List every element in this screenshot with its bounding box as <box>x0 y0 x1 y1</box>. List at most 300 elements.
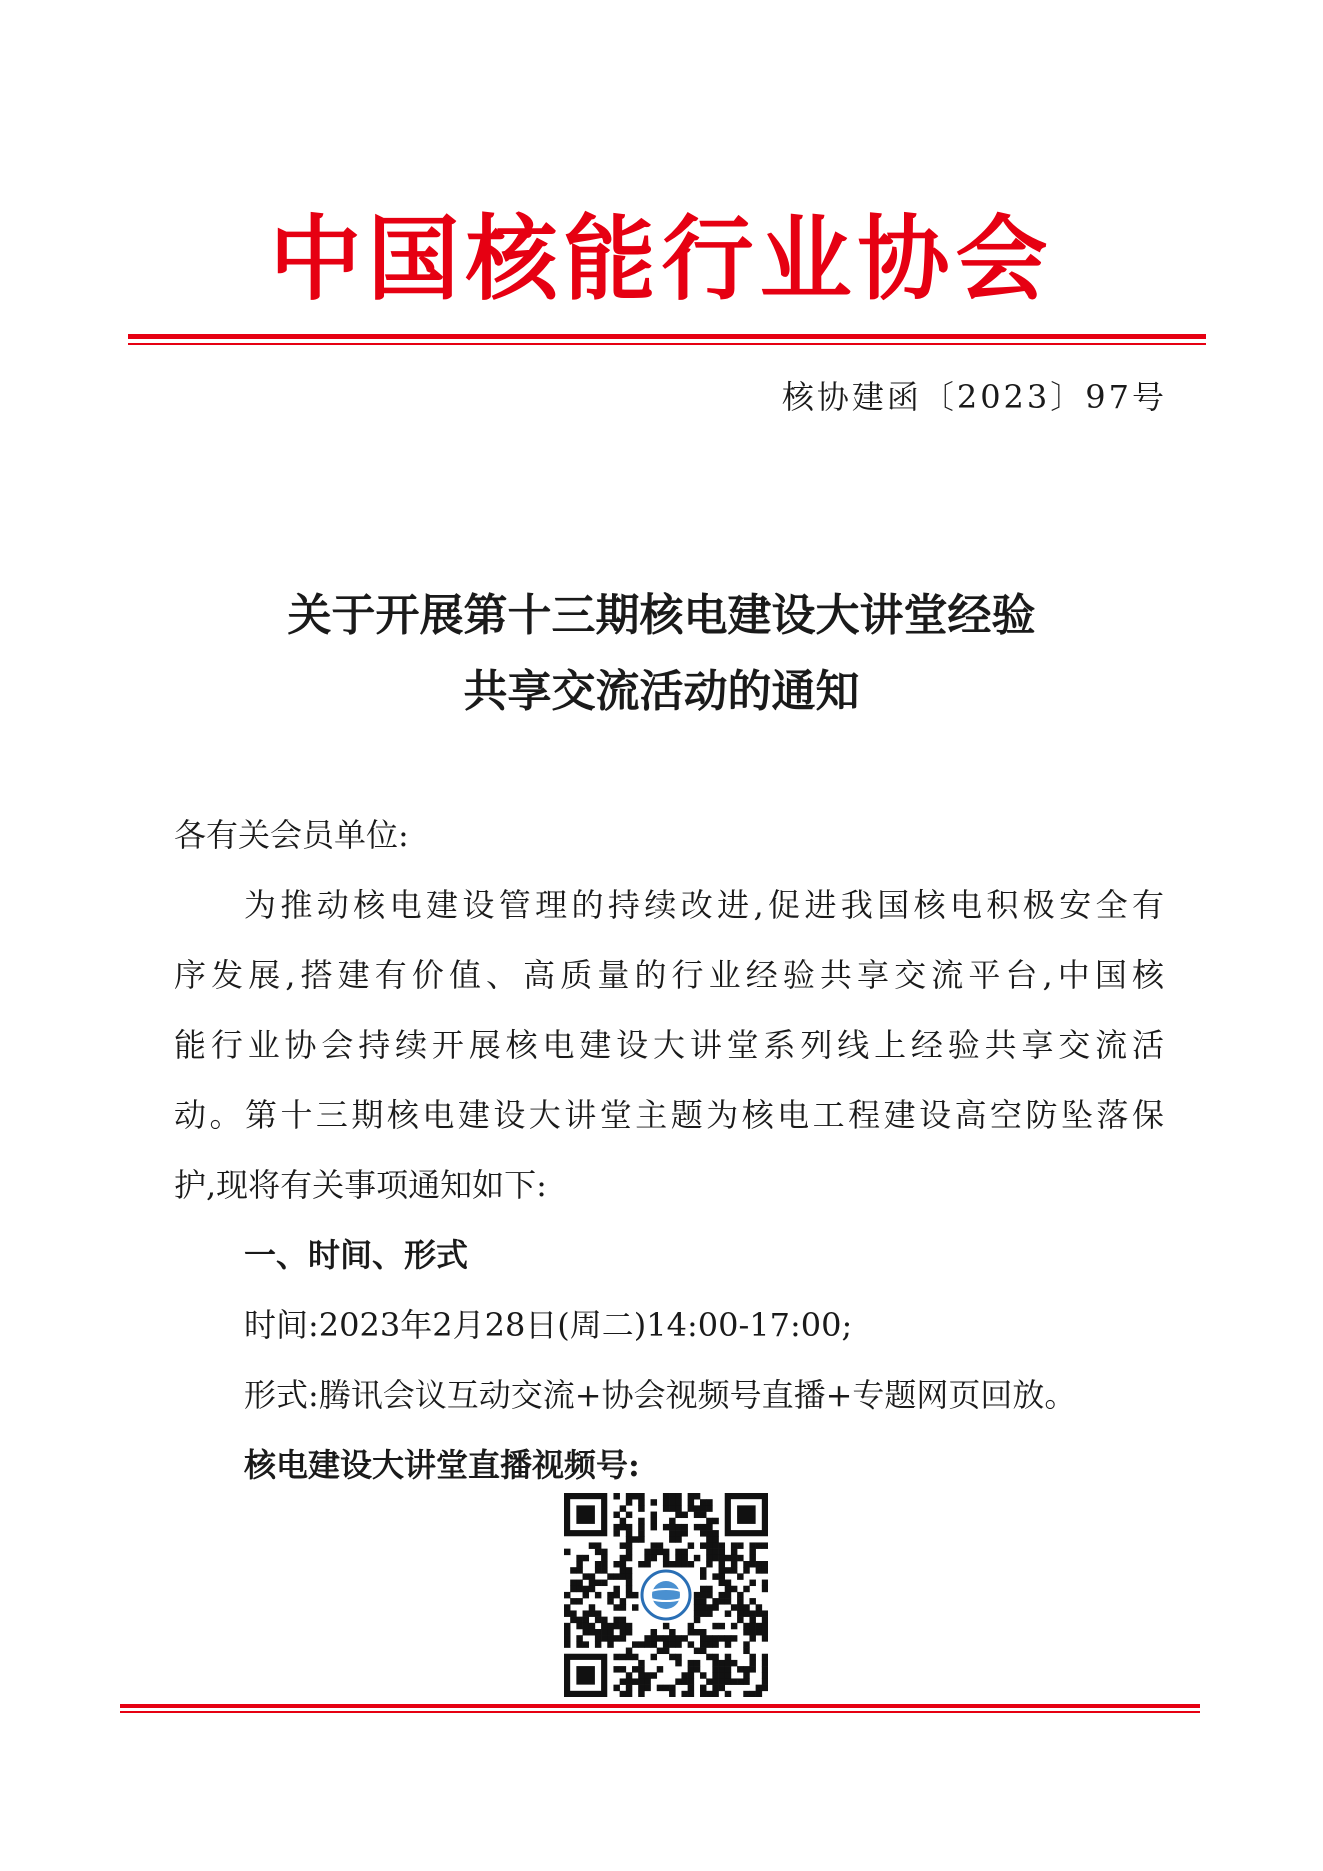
qr-module <box>620 1635 626 1641</box>
qr-module <box>663 1685 669 1691</box>
qr-module <box>700 1604 706 1610</box>
qr-module <box>626 1573 632 1579</box>
qr-module <box>583 1617 589 1623</box>
qr-module <box>595 1542 601 1548</box>
qr-module <box>613 1623 619 1629</box>
qr-module <box>663 1648 669 1654</box>
qr-module <box>564 1629 570 1635</box>
qr-module <box>719 1635 725 1641</box>
qr-module <box>700 1641 706 1647</box>
qr-module <box>669 1629 675 1635</box>
qr-module <box>620 1518 626 1524</box>
qr-module <box>613 1573 619 1579</box>
qr-module <box>719 1542 725 1548</box>
qr-module <box>681 1691 687 1697</box>
qr-module <box>613 1530 619 1536</box>
qr-module <box>762 1542 768 1548</box>
qr-module <box>681 1512 687 1518</box>
qr-module <box>675 1660 681 1666</box>
footer-double-rule <box>120 1704 1200 1713</box>
qr-module <box>712 1549 718 1555</box>
qr-module <box>737 1505 756 1524</box>
qr-module <box>762 1586 768 1592</box>
qr-module <box>576 1567 582 1573</box>
qr-module <box>706 1505 712 1511</box>
qr-module <box>681 1530 687 1536</box>
qr-module <box>706 1678 712 1684</box>
qr-module <box>725 1672 731 1678</box>
qr-module <box>589 1542 595 1548</box>
organization-masthead: 中国核能行业协会 <box>269 206 1054 313</box>
qr-module <box>700 1598 706 1604</box>
qr-module <box>613 1604 619 1610</box>
qr-module <box>576 1561 582 1567</box>
qr-module <box>638 1493 644 1499</box>
qr-module <box>675 1524 681 1530</box>
qr-module <box>644 1549 650 1555</box>
qr-module <box>620 1623 626 1629</box>
qr-module <box>651 1524 657 1530</box>
qr-module <box>644 1641 650 1647</box>
qr-module <box>589 1623 595 1629</box>
qr-module <box>632 1654 638 1660</box>
qr-module <box>700 1691 706 1697</box>
qr-module <box>712 1598 718 1604</box>
qr-module <box>725 1555 731 1561</box>
qr-module <box>595 1549 601 1555</box>
qr-module <box>583 1629 589 1635</box>
qr-module <box>620 1629 626 1635</box>
qr-module <box>700 1672 706 1678</box>
qr-module <box>669 1493 675 1499</box>
qr-module <box>638 1530 644 1536</box>
qr-module <box>725 1598 731 1604</box>
qr-module <box>712 1518 718 1524</box>
qr-module <box>706 1530 712 1536</box>
qr-module <box>607 1629 613 1635</box>
qr-module <box>669 1505 675 1511</box>
qr-module <box>737 1542 743 1548</box>
qr-module <box>576 1641 582 1647</box>
time-line: 时间:2023年2月28日(周二)14:00-17:00; <box>244 1306 853 1344</box>
qr-module <box>712 1635 718 1641</box>
notice-title <box>0 578 1323 730</box>
qr-module <box>681 1524 687 1530</box>
qr-module <box>712 1660 718 1666</box>
qr-module <box>762 1666 768 1672</box>
qr-module <box>595 1635 601 1641</box>
qr-module <box>706 1592 712 1598</box>
qr-module <box>644 1685 650 1691</box>
qr-module <box>589 1629 595 1635</box>
qr-module <box>756 1691 762 1697</box>
qr-module <box>620 1666 626 1672</box>
qr-module <box>663 1549 669 1555</box>
qr-module <box>688 1561 694 1567</box>
qr-module <box>700 1524 706 1530</box>
qr-module <box>681 1678 687 1684</box>
qr-module <box>749 1623 755 1629</box>
qr-module <box>731 1542 737 1548</box>
qr-module <box>651 1629 657 1635</box>
qr-module <box>700 1629 706 1635</box>
qr-module <box>706 1499 712 1505</box>
qr-module <box>743 1604 749 1610</box>
qr-module <box>706 1586 712 1592</box>
qr-module <box>576 1505 595 1524</box>
qr-module <box>570 1598 576 1604</box>
qr-module <box>712 1678 718 1684</box>
qr-module <box>725 1660 731 1666</box>
qr-module <box>725 1592 731 1598</box>
qr-module <box>688 1660 694 1666</box>
qr-module <box>607 1592 613 1598</box>
qr-module <box>620 1567 626 1573</box>
qr-module <box>601 1567 607 1573</box>
qr-module <box>675 1505 681 1511</box>
masthead-double-rule <box>128 334 1206 345</box>
qr-module <box>626 1654 632 1660</box>
qr-module <box>583 1555 589 1561</box>
qr-module <box>725 1635 731 1641</box>
qr-module <box>694 1610 700 1616</box>
qr-module <box>712 1555 718 1561</box>
qr-module <box>725 1654 731 1660</box>
qr-module <box>731 1635 737 1641</box>
qr-module <box>576 1635 582 1641</box>
qr-module <box>706 1610 712 1616</box>
qr-module <box>613 1654 619 1660</box>
qr-module <box>607 1641 613 1647</box>
qr-module <box>675 1555 681 1561</box>
qr-module <box>601 1635 607 1641</box>
qr-module <box>719 1555 725 1561</box>
qr-module <box>700 1573 706 1579</box>
qr-module <box>681 1555 687 1561</box>
qr-module <box>589 1580 595 1586</box>
qr-module <box>719 1567 725 1573</box>
qr-module <box>613 1586 619 1592</box>
qr-module <box>644 1672 650 1678</box>
qr-module <box>626 1555 632 1561</box>
qr-module <box>613 1524 619 1530</box>
qr-module <box>700 1592 706 1598</box>
qr-module <box>719 1598 725 1604</box>
qr-module <box>638 1524 644 1530</box>
qr-module <box>638 1691 644 1697</box>
qr-module <box>688 1672 694 1678</box>
qr-module <box>620 1555 626 1561</box>
qr-module <box>688 1629 694 1635</box>
qr-module <box>737 1678 743 1684</box>
qr-module <box>607 1623 613 1629</box>
qr-module <box>669 1641 675 1647</box>
qr-module <box>743 1648 749 1654</box>
qr-module <box>706 1555 712 1561</box>
qr-module <box>737 1598 743 1604</box>
qr-module <box>743 1567 749 1573</box>
qr-module <box>644 1561 650 1567</box>
qr-module <box>675 1635 681 1641</box>
qr-module <box>731 1660 737 1666</box>
qr-module <box>700 1542 706 1548</box>
qr-module <box>706 1604 712 1610</box>
qr-module <box>712 1654 718 1660</box>
qr-module <box>694 1617 700 1623</box>
qr-module <box>743 1672 749 1678</box>
qr-module <box>626 1672 632 1678</box>
qr-module <box>749 1617 755 1623</box>
qr-module <box>607 1598 613 1604</box>
qr-module <box>756 1629 762 1635</box>
qr-module <box>595 1567 601 1573</box>
qr-module <box>595 1561 601 1567</box>
qr-module <box>601 1580 607 1586</box>
qr-module <box>638 1672 644 1678</box>
qr-module <box>675 1561 681 1567</box>
qr-module <box>694 1493 700 1499</box>
qr-module <box>644 1635 650 1641</box>
qr-module <box>688 1505 694 1511</box>
qr-module <box>632 1536 638 1542</box>
qr-module <box>706 1691 712 1697</box>
qr-module <box>694 1524 700 1530</box>
qr-module <box>613 1635 619 1641</box>
qr-module <box>712 1536 718 1542</box>
qr-module <box>719 1549 725 1555</box>
qr-module <box>762 1561 768 1567</box>
qr-module <box>663 1555 669 1561</box>
qr-module <box>725 1610 731 1616</box>
qr-module <box>762 1685 768 1691</box>
qr-module <box>620 1524 626 1530</box>
qr-module <box>762 1567 768 1573</box>
qr-module <box>620 1598 626 1604</box>
qr-module <box>632 1604 638 1610</box>
qr-module <box>601 1561 607 1567</box>
qr-module <box>737 1610 743 1616</box>
qr-module <box>762 1629 768 1635</box>
qr-module <box>681 1561 687 1567</box>
qr-module <box>626 1530 632 1536</box>
paragraph-line: 序发展,搭建有价值、高质量的行业经验共享交流平台,中国核 <box>174 956 1164 994</box>
notice-body <box>174 800 1164 1500</box>
qr-module <box>589 1604 595 1610</box>
qr-module <box>762 1678 768 1684</box>
qr-module <box>638 1641 644 1647</box>
qr-module <box>669 1685 675 1691</box>
qr-module <box>601 1555 607 1561</box>
qr-module <box>700 1586 706 1592</box>
paragraph-line: 护,现将有关事项通知如下: <box>174 1166 547 1204</box>
qr-module <box>564 1549 570 1555</box>
qr-module <box>694 1648 700 1654</box>
qr-module <box>743 1641 749 1647</box>
qr-module <box>595 1629 601 1635</box>
qr-module <box>762 1580 768 1586</box>
qr-module <box>613 1592 619 1598</box>
qr-module <box>694 1629 700 1635</box>
qr-module <box>737 1666 743 1672</box>
qr-module <box>688 1685 694 1691</box>
qr-module <box>719 1592 725 1598</box>
qr-module <box>712 1623 718 1629</box>
qr-module <box>719 1672 725 1678</box>
qr-module <box>719 1660 725 1666</box>
qr-module <box>576 1623 582 1629</box>
qr-module <box>712 1685 718 1691</box>
qr-module <box>675 1530 681 1536</box>
qr-module <box>712 1530 718 1536</box>
qr-module <box>719 1573 725 1579</box>
qr-module <box>570 1617 576 1623</box>
qr-module <box>576 1617 582 1623</box>
qr-module <box>620 1691 626 1697</box>
qr-module <box>651 1654 657 1660</box>
qr-module <box>681 1672 687 1678</box>
qr-module <box>638 1685 644 1691</box>
qr-module <box>601 1549 607 1555</box>
section-heading: 一、时间、形式 <box>244 1236 469 1274</box>
qr-module <box>570 1610 576 1616</box>
qr-module <box>706 1542 712 1548</box>
qr-module <box>694 1592 700 1598</box>
qr-module <box>644 1555 650 1561</box>
qr-module <box>700 1512 706 1518</box>
qr-module <box>657 1666 663 1672</box>
qr-module <box>681 1549 687 1555</box>
qr-module <box>651 1518 657 1524</box>
qr-module <box>712 1641 718 1647</box>
masthead-rule-thin <box>128 343 1206 345</box>
qr-module <box>749 1561 755 1567</box>
qr-module <box>626 1536 632 1542</box>
qr-module <box>626 1549 632 1555</box>
qr-module <box>620 1617 626 1623</box>
qr-module <box>749 1610 755 1616</box>
qr-module <box>700 1648 706 1654</box>
qr-module <box>651 1672 657 1678</box>
qr-module <box>743 1666 749 1672</box>
qr-module <box>749 1629 755 1635</box>
qr-module <box>756 1685 762 1691</box>
qr-module <box>737 1617 743 1623</box>
qr-module <box>719 1678 725 1684</box>
qr-module <box>762 1610 768 1616</box>
qr-module <box>756 1567 762 1573</box>
qr-module <box>725 1586 731 1592</box>
qr-module <box>725 1567 731 1573</box>
qr-module <box>756 1610 762 1616</box>
qr-module <box>626 1691 632 1697</box>
qr-module <box>688 1678 694 1684</box>
qr-module <box>644 1678 650 1684</box>
qr-module <box>688 1623 694 1629</box>
qr-module <box>620 1678 626 1684</box>
qr-module <box>675 1654 681 1660</box>
document-number: 核协建函〔2023〕97号 <box>781 378 1167 416</box>
qr-module <box>694 1604 700 1610</box>
qr-module <box>651 1512 657 1518</box>
qr-module <box>638 1678 644 1684</box>
qr-module <box>638 1536 644 1542</box>
qr-module <box>694 1505 700 1511</box>
qr-module <box>657 1549 663 1555</box>
qr-module <box>583 1610 589 1616</box>
qr-module <box>632 1678 638 1684</box>
qr-module <box>743 1629 749 1635</box>
qr-module <box>731 1561 737 1567</box>
qr-module <box>749 1660 755 1666</box>
qr-module <box>700 1610 706 1616</box>
qr-module <box>694 1512 700 1518</box>
qr-module <box>743 1623 749 1629</box>
association-logo-core <box>652 1581 680 1609</box>
qr-module <box>607 1573 613 1579</box>
qr-module <box>731 1623 737 1629</box>
qr-module <box>564 1610 570 1616</box>
qr-module <box>675 1678 681 1684</box>
qr-module <box>626 1685 632 1691</box>
qr-module <box>669 1654 675 1660</box>
qr-module <box>576 1666 595 1685</box>
qr-module <box>595 1641 601 1647</box>
qr-module <box>700 1499 706 1505</box>
qr-module <box>749 1691 755 1697</box>
qr-module <box>731 1604 737 1610</box>
qr-module <box>576 1580 582 1586</box>
qr-module <box>626 1567 632 1573</box>
qr-module <box>762 1660 768 1666</box>
qr-module <box>589 1610 595 1616</box>
qr-module <box>613 1493 619 1499</box>
qr-module <box>719 1666 725 1672</box>
qr-module <box>731 1586 737 1592</box>
qr-module <box>675 1536 681 1542</box>
qr-module <box>737 1555 743 1561</box>
qr-module <box>620 1542 626 1548</box>
qr-module <box>712 1573 718 1579</box>
qr-module <box>613 1561 619 1567</box>
qr-module <box>756 1561 762 1567</box>
qr-module <box>570 1567 576 1573</box>
qr-module <box>564 1623 570 1629</box>
qr-module <box>762 1635 768 1641</box>
qr-module <box>706 1524 712 1530</box>
qr-module <box>675 1512 681 1518</box>
qr-module <box>688 1542 694 1548</box>
qr-module <box>706 1518 712 1524</box>
qr-module <box>564 1604 570 1610</box>
notice-title-line-2: 共享交流活动的通知 <box>463 666 860 717</box>
qr-module <box>620 1561 626 1567</box>
qr-module <box>595 1592 601 1598</box>
qr-module <box>756 1623 762 1629</box>
qr-code-icon <box>564 1493 768 1697</box>
qr-module <box>632 1666 638 1672</box>
qr-module <box>749 1654 755 1660</box>
qr-module <box>725 1691 731 1697</box>
qr-module <box>749 1555 755 1561</box>
qr-module <box>595 1610 601 1616</box>
paragraph-line: 为推动核电建设管理的持续改进,促进我国核电积极安全有 <box>244 886 1164 924</box>
qr-module <box>712 1691 718 1697</box>
qr-module <box>620 1604 626 1610</box>
qr-module <box>564 1641 570 1647</box>
qr-module <box>675 1641 681 1647</box>
qr-module <box>706 1536 712 1542</box>
qr-module <box>620 1505 626 1511</box>
